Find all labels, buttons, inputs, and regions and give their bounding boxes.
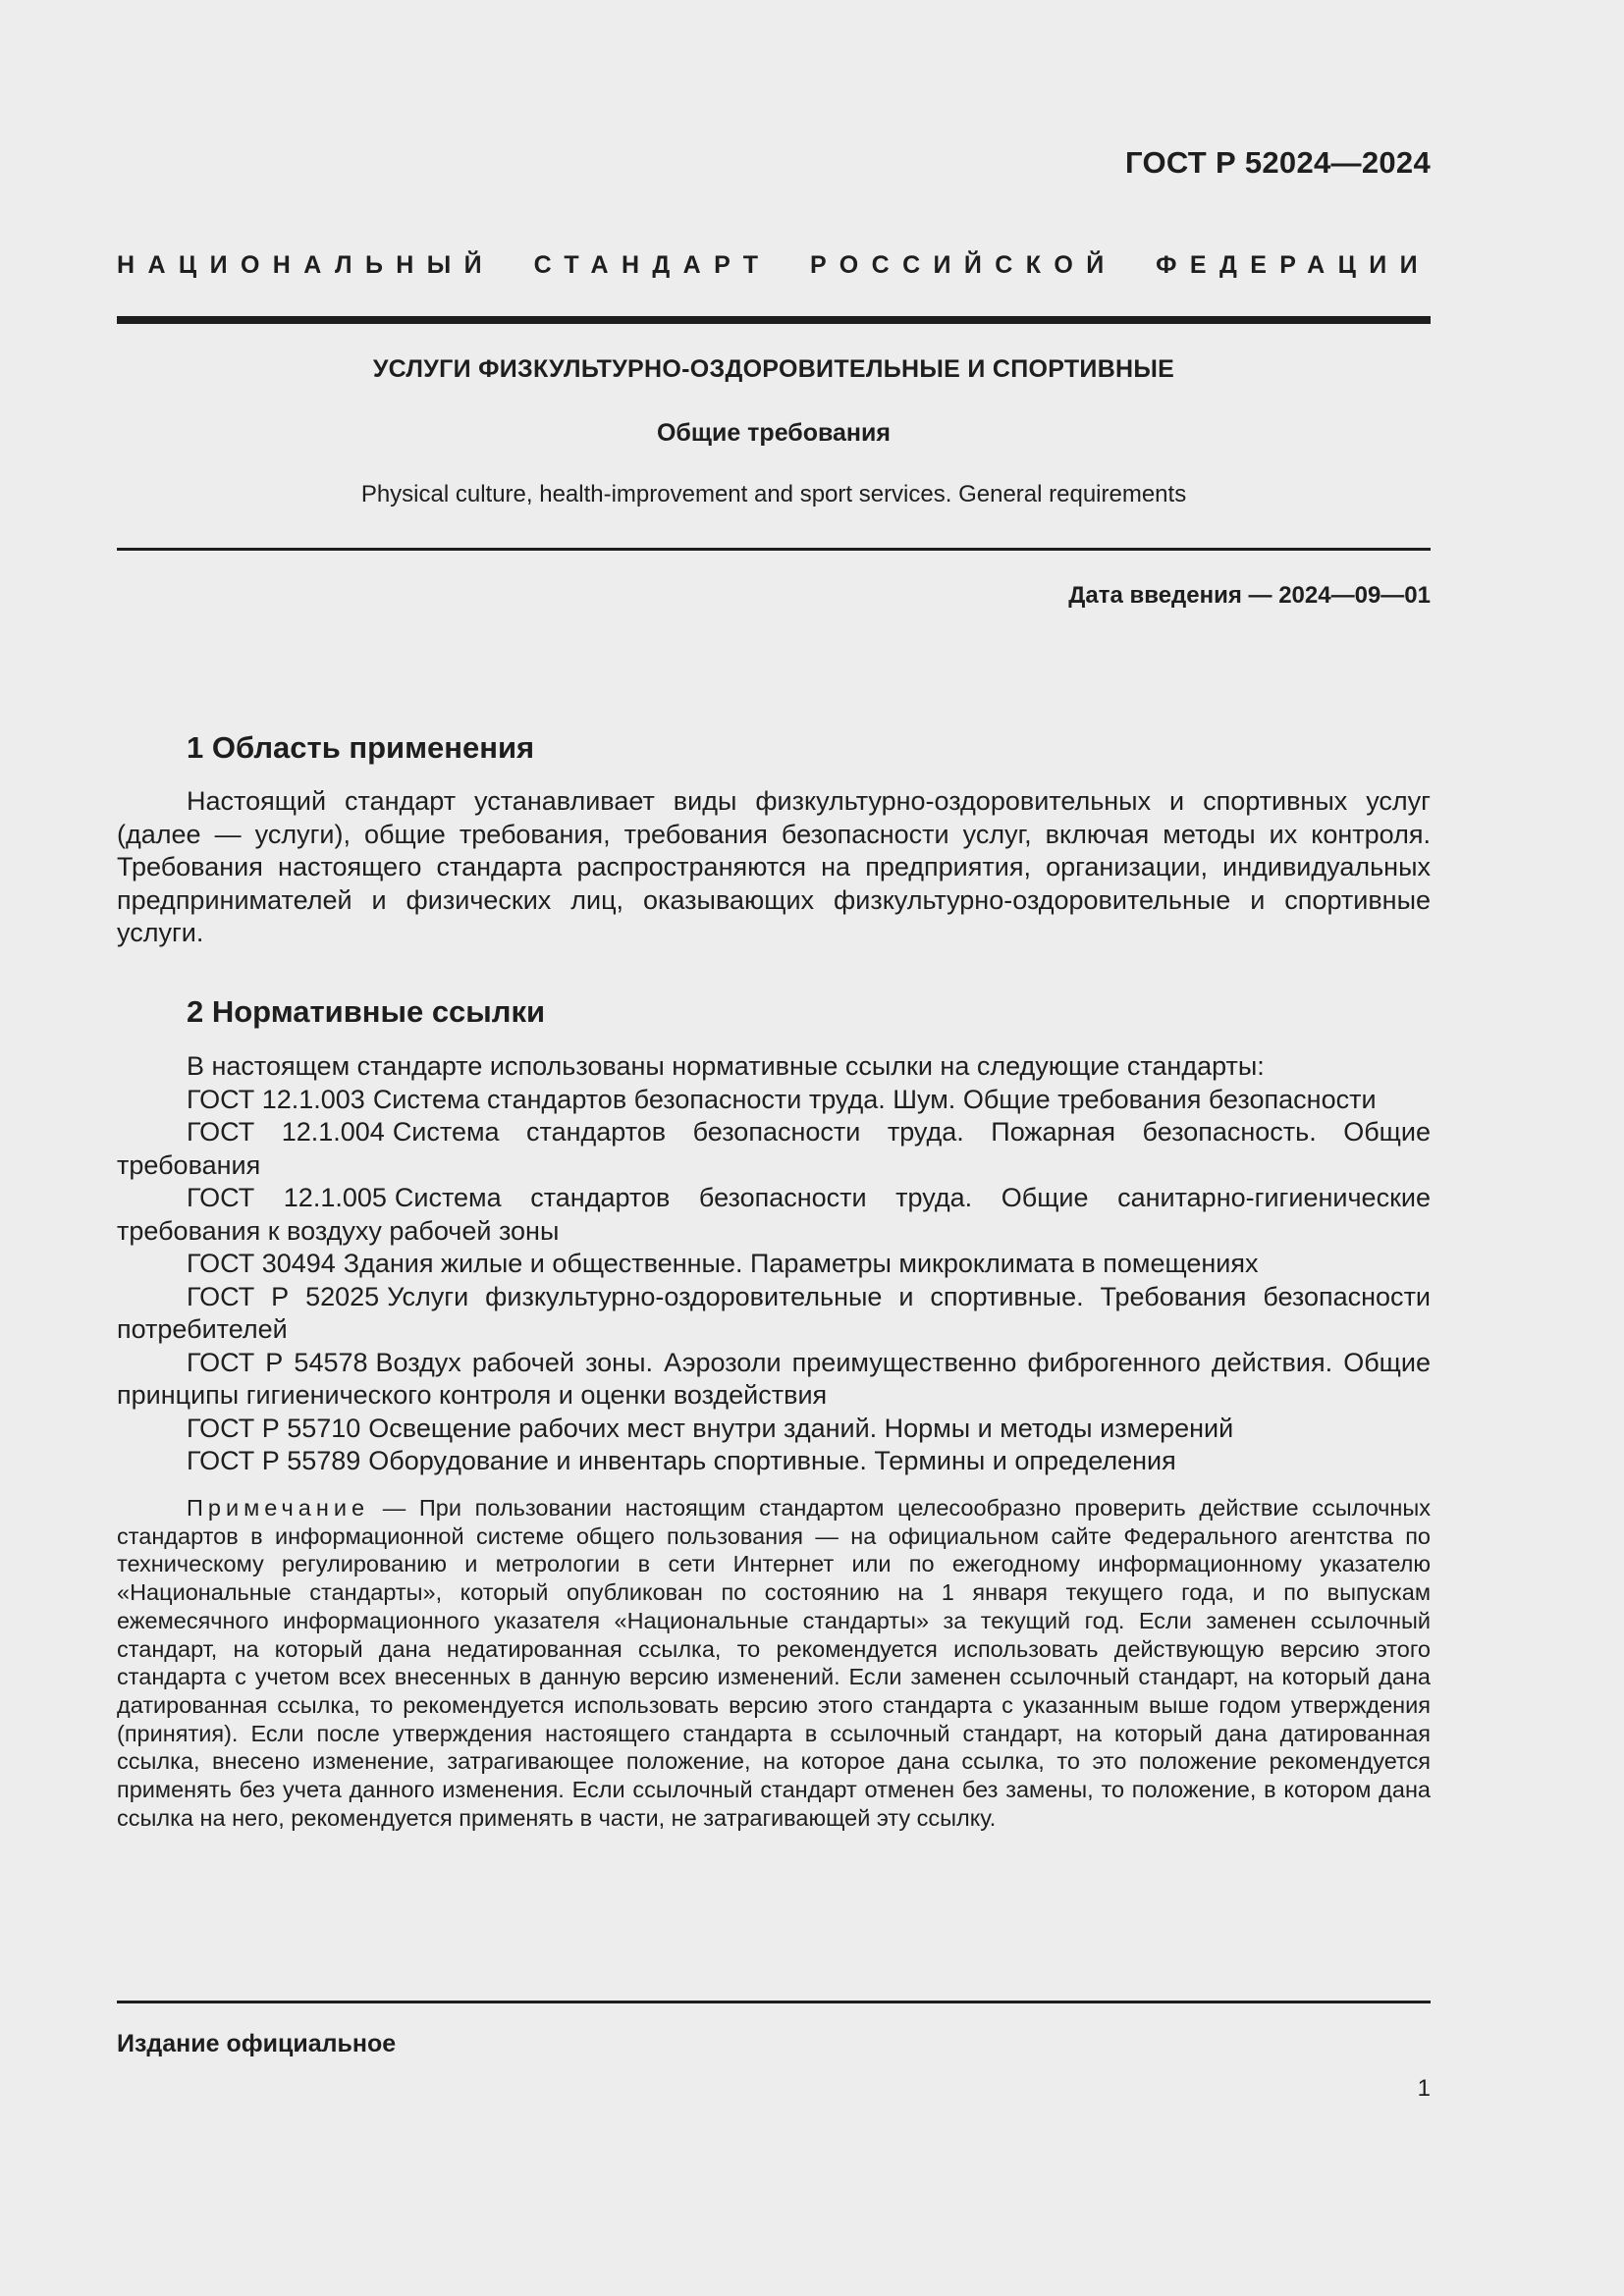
reference-item [117,1347,1431,1413]
reference-note [117,1494,1431,1832]
document-title: УСЛУГИ ФИЗКУЛЬТУРНО-ОЗДОРОВИТЕЛЬНЫЕ И СПОРТИВНЫЕ [372,355,1175,383]
reference-code: ГОСТ 12.1.005 [187,1183,387,1212]
reference-title: Оборудование и инвентарь спортивные. Термины и определения [368,1446,1176,1475]
reference-code: ГОСТ Р 55710 [187,1413,361,1443]
reference-list [117,1050,1431,1478]
note-label: Примечание [187,1495,370,1521]
document-subtitle: Общие требования [656,419,891,447]
reference-item [117,1084,1431,1117]
introduction-date: Дата введения — 2024—09—01 [1068,582,1431,609]
reference-code: ГОСТ Р 54578 [187,1347,368,1377]
reference-item [117,1182,1431,1248]
section-scope [117,728,1431,950]
section-heading: 2 Нормативные ссылки [187,994,546,1029]
section-paragraph: Настоящий стандарт устанавливает виды физкультурно-оздоровительных и спортивных услуг (далее — услуги), общие требования, требования безопасности услуг, включая методы их контроля. Требования настоящего стандарта распространяются на предприятия, организации, индивидуальных предпринимателей и физических лиц, оказывающих физкультурно-оздоровительные и спортивные услуги. [117,786,1431,947]
reference-title: Система стандартов безопасности труда. Общие санитарно-гигиенические требования к воздуху рабочей зоны [117,1183,1431,1246]
reference-code: ГОСТ Р 52025 [187,1281,380,1311]
reference-item [117,1445,1431,1478]
reference-title: Здания жилые и общественные. Параметры микроклимата в помещениях [343,1249,1259,1278]
reference-code: ГОСТ 30494 [187,1249,336,1278]
reference-title: Система стандартов безопасности труда. Шум. Общие требования безопасности [372,1084,1377,1114]
reference-title: Воздух рабочей зоны. Аэрозоли преимущественно фиброгенного действия. Общие принципы гигиенического контроля и оценки воздействия [117,1347,1431,1410]
reference-code: ГОСТ Р 55789 [187,1446,361,1475]
reference-title: Система стандартов безопасности труда. Пожарная безопасность. Общие требования [117,1117,1431,1180]
reference-item [117,1248,1431,1281]
reference-code: ГОСТ 12.1.003 [187,1084,365,1114]
footer-divider [117,2001,1431,2003]
reference-item [117,1413,1431,1446]
title-divider [117,548,1431,551]
section-normative-references [117,992,1431,1478]
section-heading: 1 Область применения [187,730,535,765]
document-code: ГОСТ Р 52024—2024 [1125,145,1431,180]
reference-item [117,1116,1431,1182]
official-edition-label: Издание официальное [117,2030,397,2057]
english-title: Physical culture, health-improvement and sport services. General requirements [360,481,1187,507]
note-text: — При пользовании настоящим стандартом целесообразно проверить действие ссылочных стандартов в информационной системе общего пользования — на официальном сайте Федерального агентства по техническому регулированию и метрологии в сети Интернет или по ежегодному информационному указателю «Национальные стандарты», который опубликован по состоянию на 1 января текущего года, и по выпускам ежемесячного информационного указателя «Национальные стандарты» за текущий год. Если заменен ссылочный стандарт, на который дана недатированная ссылка, то рекомендуется использовать действующую версию этого стандарта с учетом всех внесенных в данную версию изменений. Если заменен ссылочный стандарт, на который дана датированная ссылка, то рекомендуется использовать версию этого стандарта с указанным выше годом утверждения (принятия). Если после утверждения настоящего стандарта в ссылочный стандарт, на который дана датированная ссылка, внесено изменение, затрагивающее положение, на которое дана ссылка, то это положение рекомендуется применять без учета данного изменения. Если ссылочный стандарт отменен без замены, то положение, в котором дана ссылка на него, рекомендуется применять в части, не затрагивающей эту ссылку. [117,1495,1431,1831]
page-number: 1 [1417,2075,1431,2102]
header-divider [117,316,1431,324]
reference-item [117,1281,1431,1347]
reference-title: Услуги физкультурно-оздоровительные и спортивные. Требования безопасности потребителей [117,1281,1432,1344]
reference-title: Освещение рабочих мест внутри зданий. Нормы и методы измерений [368,1413,1234,1443]
reference-code: ГОСТ 12.1.004 [187,1117,385,1147]
national-standard-banner: НАЦИОНАЛЬНЫЙ СТАНДАРТ РОССИЙСКОЙ ФЕДЕРАЦИИ [117,251,1431,279]
reference-intro: В настоящем стандарте использованы нормативные ссылки на следующие стандарты: [187,1051,1265,1081]
